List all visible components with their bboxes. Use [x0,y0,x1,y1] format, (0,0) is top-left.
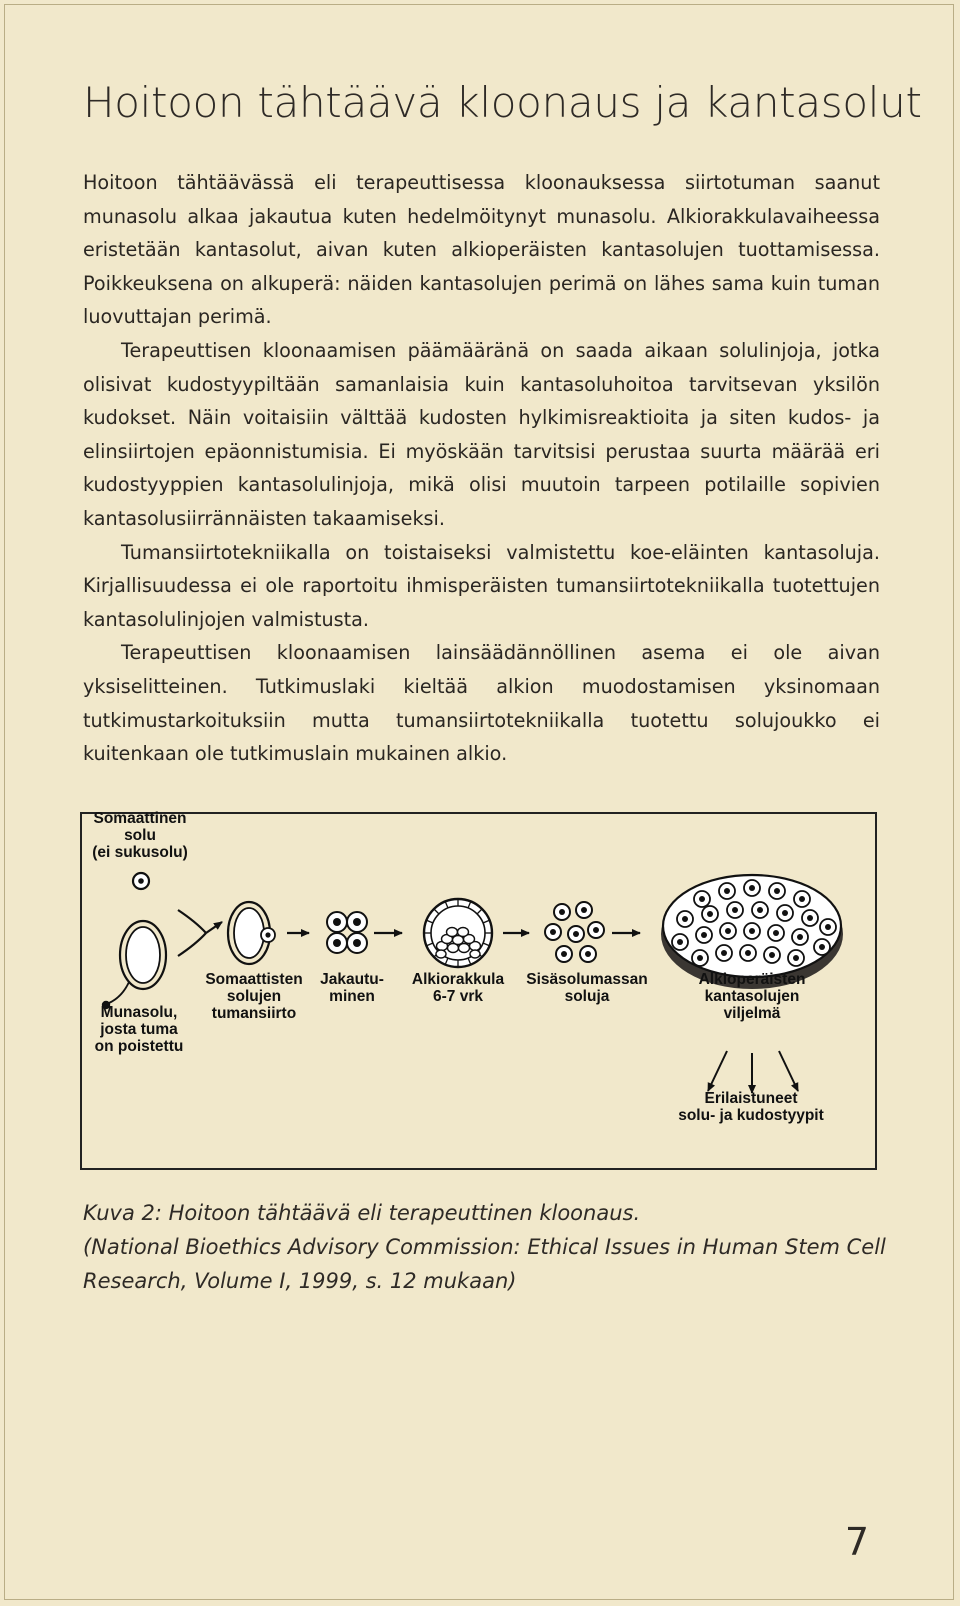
somatic-cell-icon [133,873,149,889]
figure-caption [83,1196,886,1298]
inner-cell-mass-label: Sisäsolumassan soluja [526,971,648,1005]
dividing-cells-icon [327,912,367,953]
differentiated-cells-label: Erilaistuneet solu- ja kudostyypit [678,1090,824,1124]
paragraph-4: Terapeuttisen kloonaamisen lainsäädännöllinen asema ei ole aivan yksiselitteinen. Tutkimuslaki kieltää alkion muodostamisen yksinomaan tutkimustarkoituksiin mutta tumansiirtotekniikalla tuotettu solujoukko ei kuitenkaan ole tutkimuslain mukainen alkio. [83,641,880,766]
nuclear-transfer-label: Somaattisten solujen tumansiirto [205,971,303,1022]
cloning-diagram [80,812,877,1170]
caption-line-2: (National Bioethics Advisory Commission: Ethical Issues in Human Stem Cell [83,1235,886,1259]
body-text [83,166,880,771]
page-number: 7 [844,1520,869,1564]
somatic-cell-label: Somaattinen solu (ei sukusolu) [92,810,188,861]
egg-cell-label: Munasolu, josta tuma on poistettu [94,1004,184,1055]
paragraph-1: Hoitoon tähtäävässä eli terapeuttisessa kloonauksessa siirtotuman saanut munasolu alkaa jakautua kuten hedelmöitynyt munasolu. Alkiorakkulavaiheessa eristetään kantasolut, aivan kuten alkioperäisten kantasolujen tuottamisessa. Poikkeuksena on alkuperä: näiden kantasolujen perimä on lähes sama kuin tuman luovuttajan perimä. [83,171,880,329]
division-label: Jakautu- minen [320,971,384,1005]
stem-cell-culture-label: Alkioperäisten kantasolujen viljelmä [698,971,806,1022]
inner-cell-mass-icon [545,902,604,962]
paragraph-3: Tumansiirtotekniikalla on toistaiseksi valmistettu koe-eläinten kantasoluja. Kirjallisuudessa ei ole raportoitu ihmisperäisten tumansiirtotekniikalla tuotettujen kantasolulinjojen valmistusta. [83,540,880,631]
caption-line-1: Kuva 2: Hoitoon tähtäävä eli terapeuttinen kloonaus. [83,1201,641,1225]
caption-line-3: Research, Volume I, 1999, s. 12 mukaan) [83,1269,517,1293]
egg-cell-icon [102,921,166,1009]
blastocyst-icon [424,899,492,967]
paragraph-2: Terapeuttisen kloonaamisen päämääränä on saada aikaan solulinjoja, jotka olisivat kudostyypiltään samanlaisia kuin kantasoluhoitoa tarvitsevan yksilön kudokset. Näin voitaisiin välttää kudosten hylkimisreaktioita ja siten kudos- ja elinsiirtojen epäonnistumisia. Ei myöskään tarvitsisi perustaa suurta määrää eri kudostyyppien kantasolulinjoja, mikä olisi muutoin tarpeen potilaille sopivien kantasolusiirrännäisten takaamiseksi. [83,338,880,530]
nuclear-transfer-cell-icon [228,902,275,964]
page-title: Hoitoon tähtäävä kloonaus ja kantasolut [83,78,922,127]
blastocyst-label: Alkiorakkula 6-7 vrk [411,971,505,1005]
